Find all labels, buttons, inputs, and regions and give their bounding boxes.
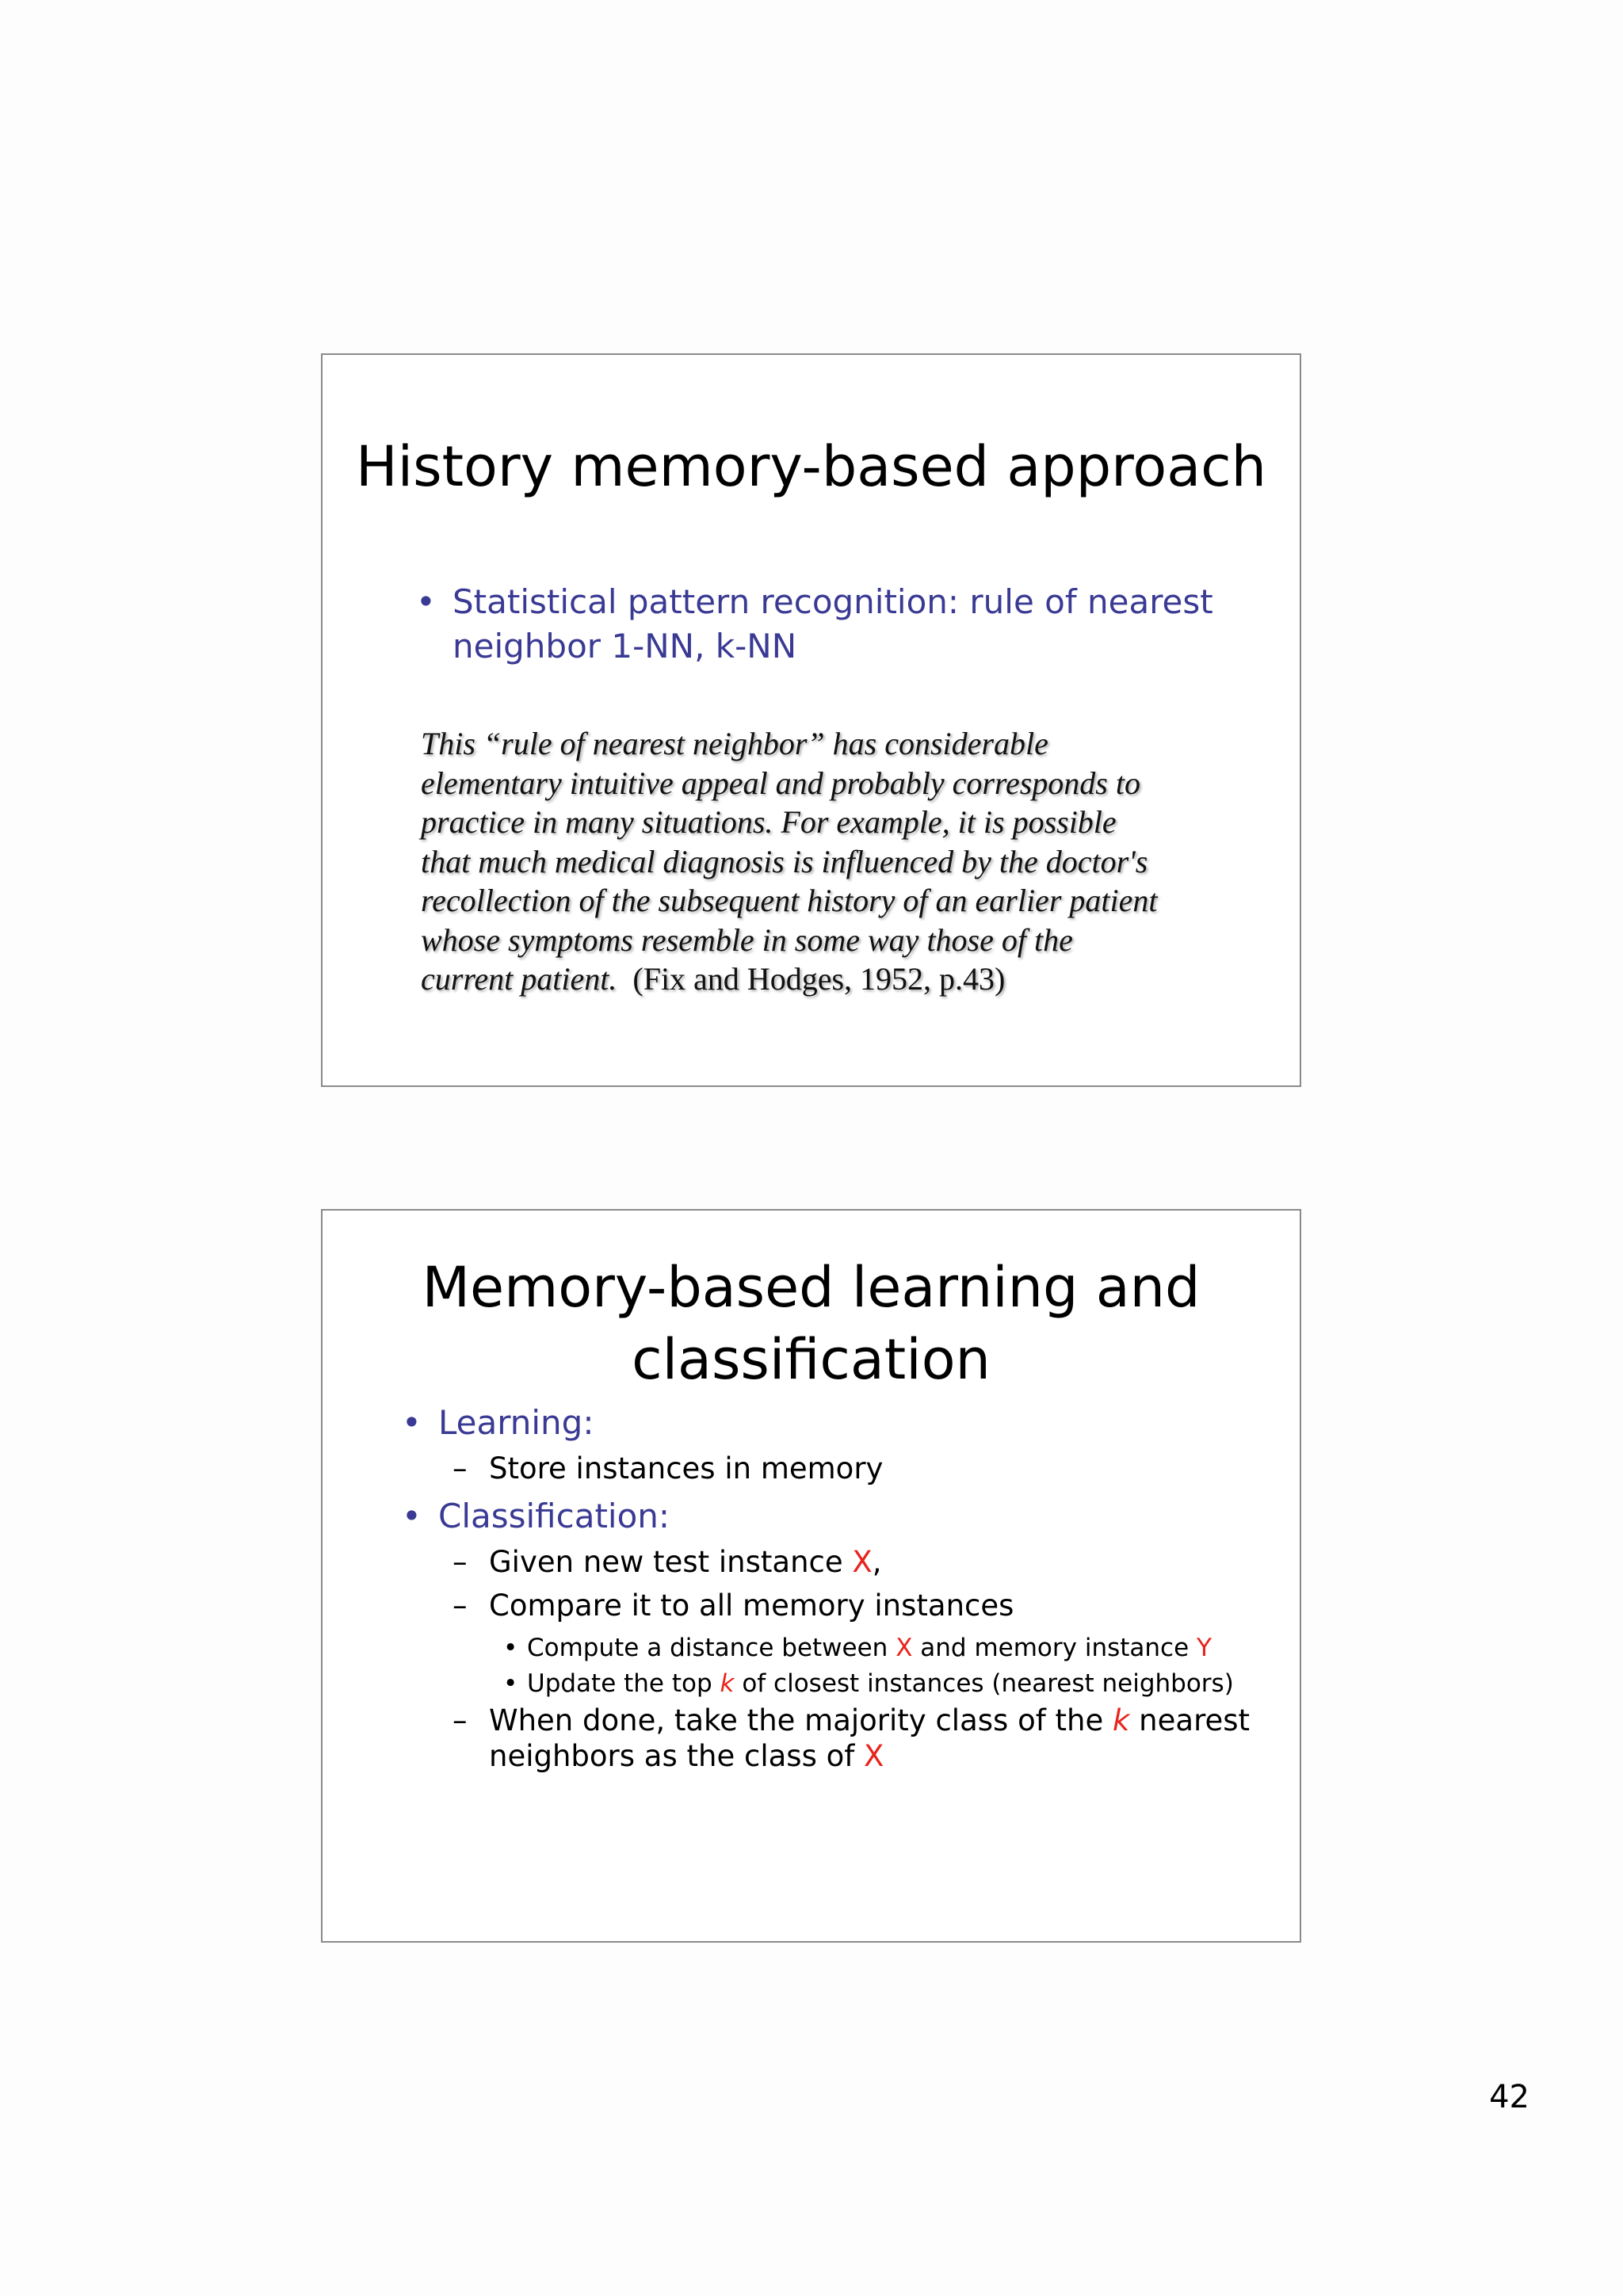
slide-title [323, 1252, 1300, 1396]
bullet-statistical-pattern [416, 580, 1248, 669]
variable-k: k [720, 1669, 735, 1698]
text-segment: Compute a distance between [527, 1634, 896, 1662]
slide-history [321, 353, 1301, 1087]
slide-title-line-2: classification [632, 1327, 991, 1392]
page-number: 42 [1489, 2079, 1529, 2115]
bullet-marker: • [503, 1669, 518, 1698]
quote-line: practice in many situations. For example, it is possible [421, 804, 1117, 840]
bullet-label: Classification: [438, 1497, 670, 1535]
slide-title-line-1: Memory-based learning and [422, 1255, 1201, 1320]
bullet-line-2: neighbor 1-NN, k-NN [453, 627, 797, 666]
text-segment: When done, take the majority class of the [489, 1703, 1113, 1737]
text-segment: nearest [1129, 1703, 1251, 1737]
variable-x: X [852, 1545, 873, 1579]
quote-line: current patient. [421, 961, 617, 997]
sub-item-text [489, 1544, 1202, 1580]
text-segment: of closest instances (nearest neighbors) [734, 1669, 1234, 1698]
bullet-marker: • [402, 1403, 422, 1442]
variable-x: X [864, 1739, 884, 1773]
quote-last-line [421, 959, 1213, 999]
quote-line: This “rule of nearest neighbor” has considerable [421, 726, 1048, 761]
quote-citation: (Fix and Hodges, 1952, p.43) [632, 961, 1006, 997]
sub-item-line-2 [489, 1739, 884, 1773]
quote-fix-hodges [421, 724, 1213, 999]
text-segment: , [872, 1545, 882, 1579]
text-segment: neighbors as the class of [489, 1739, 865, 1773]
bullet-line-1: Statistical pattern recognition: rule of nearest [453, 582, 1213, 621]
dash-marker: – [453, 1703, 468, 1737]
sub-item-text: Compare it to all memory instances [489, 1589, 1014, 1623]
quote-line: that much medical diagnosis is influenced by the doctor's [421, 843, 1148, 879]
quote-line: recollection of the subsequent history of an earlier patient [421, 883, 1158, 918]
sub-item-line-1 [489, 1703, 1250, 1737]
sub-item-text [489, 1703, 1251, 1774]
bullet-marker: • [402, 1497, 422, 1535]
quote-line: whose symptoms resemble in some way those of the [421, 921, 1073, 958]
bullet-marker: • [503, 1634, 518, 1662]
quote-line: elementary intuitive appeal and probably corresponds to [421, 765, 1140, 801]
dash-marker: – [453, 1589, 468, 1623]
variable-y: Y [1197, 1634, 1212, 1662]
bullet-marker: • [416, 582, 436, 621]
variable-k: k [1112, 1703, 1130, 1737]
bullet-label: Learning: [438, 1403, 594, 1442]
variable-x: X [896, 1634, 913, 1662]
sub-item-text: Store instances in memory [489, 1451, 884, 1486]
text-segment: and memory instance [912, 1634, 1197, 1662]
text-segment: Update the top [527, 1669, 720, 1698]
dash-marker: – [453, 1451, 468, 1486]
slide-title: History memory-based approach [356, 434, 1266, 499]
text-segment: Given new test instance [489, 1545, 853, 1579]
sub-sub-item-text [527, 1666, 1234, 1701]
sub-sub-item-text [527, 1630, 1212, 1665]
dash-marker: – [453, 1545, 468, 1579]
slide-memory-based-learning [321, 1209, 1301, 1943]
